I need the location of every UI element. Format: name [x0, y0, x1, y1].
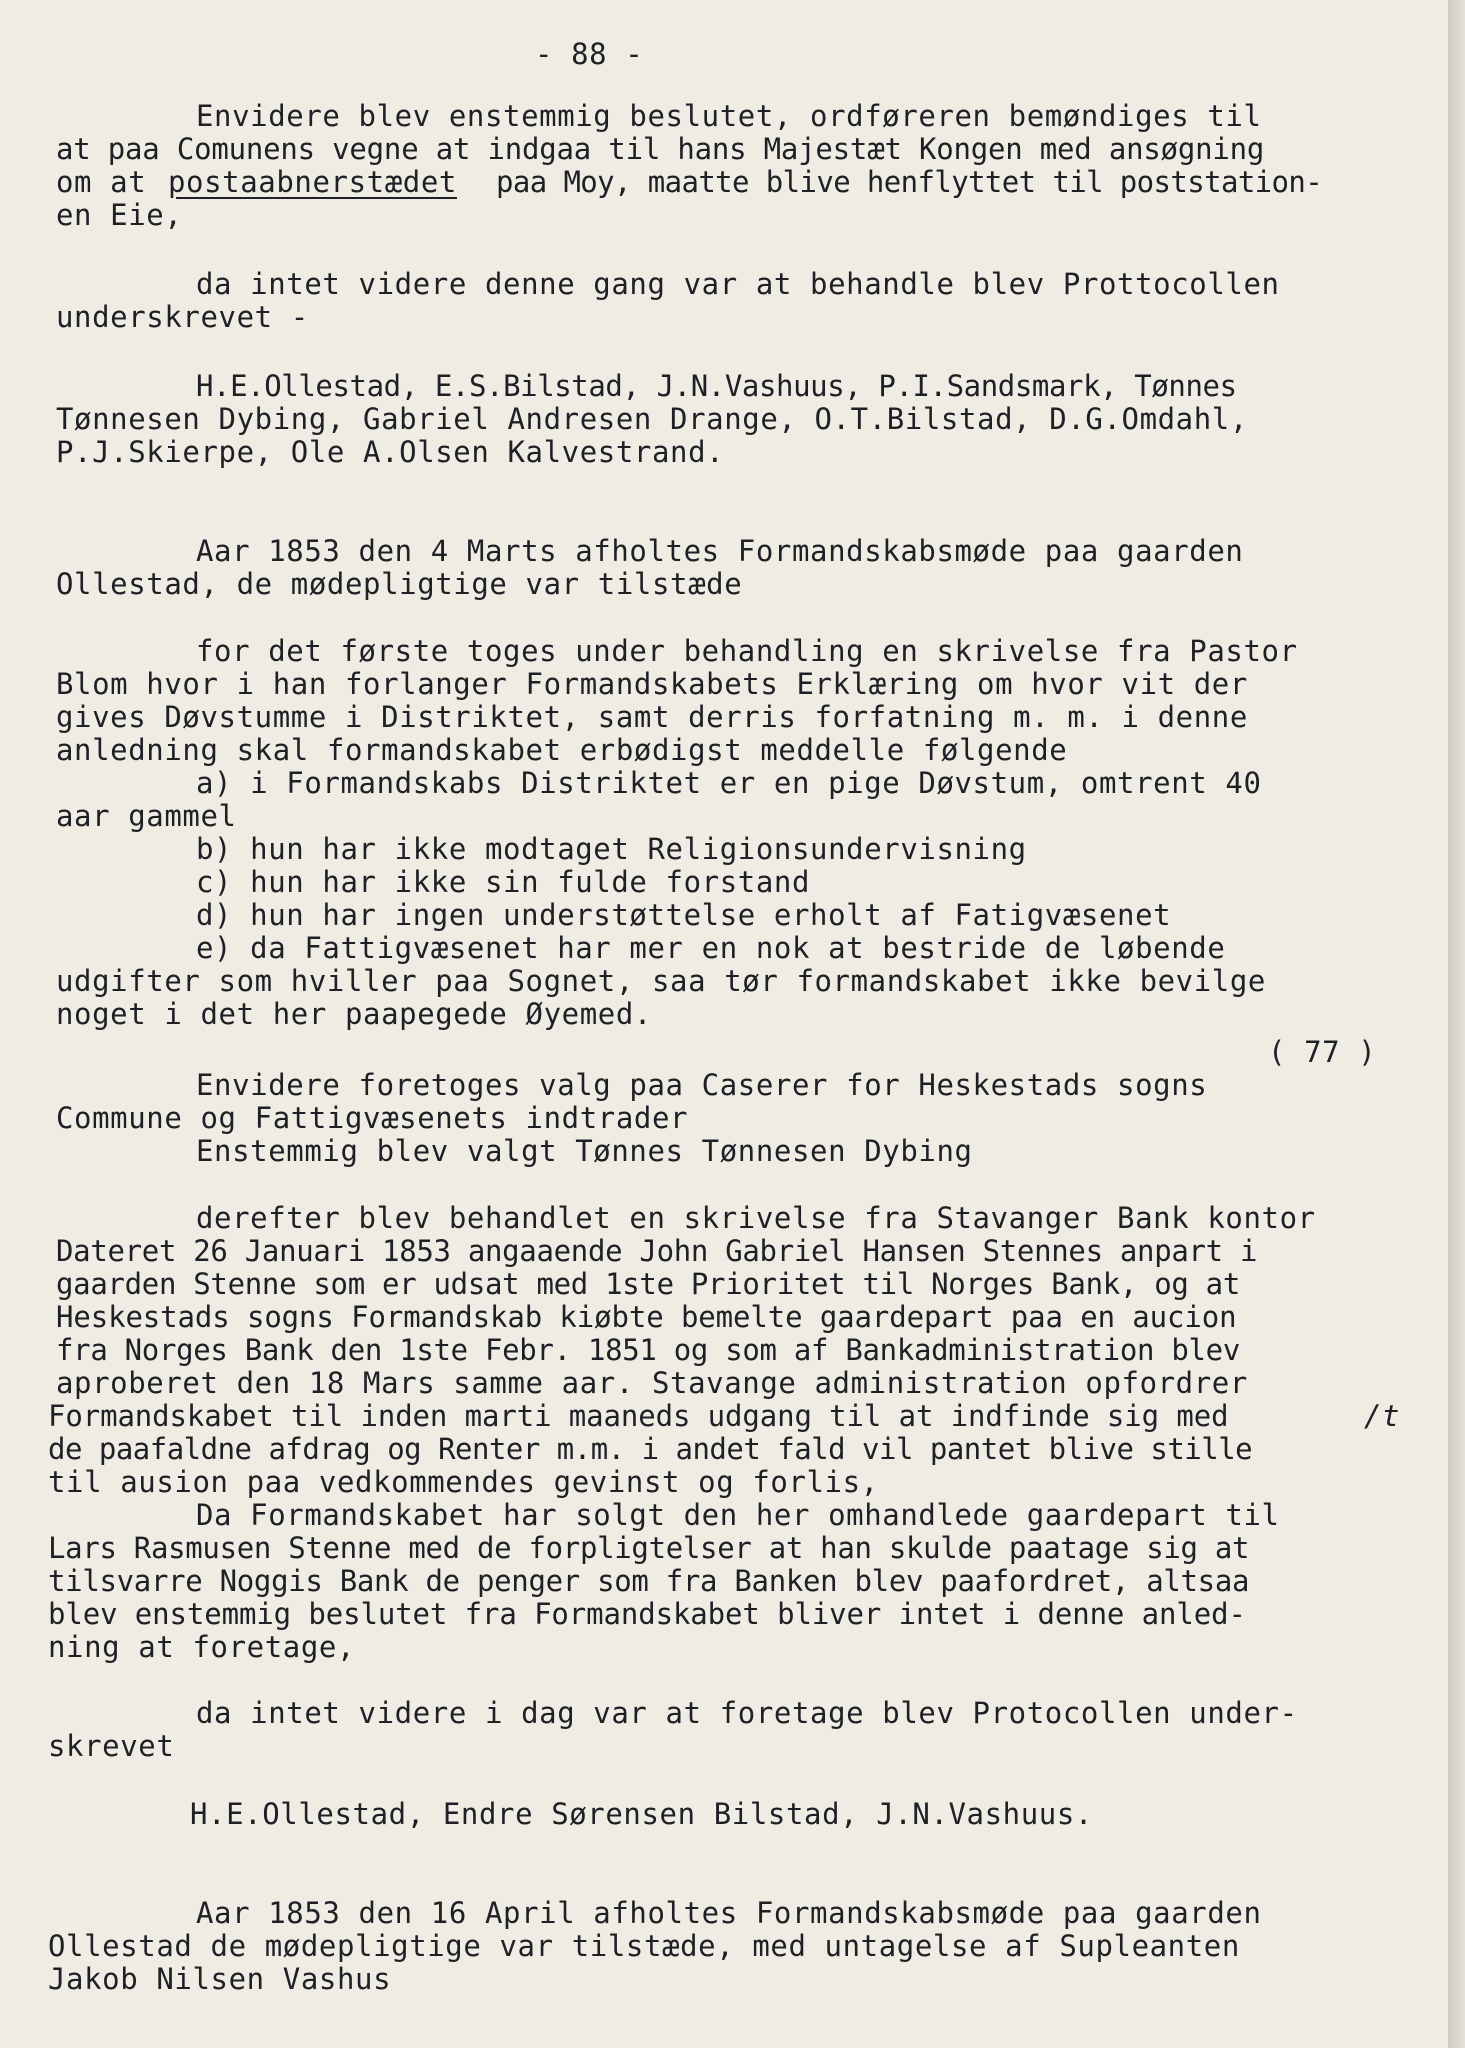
text-line: de paafaldne afdrag og Renter m.m. i andet fald vil pantet blive stille	[48, 1432, 1253, 1466]
list-item: d) hun har ingen understøttelse erholt af Fatigvæsenet	[196, 898, 1172, 932]
text-line: at paa Comunens vegne at indgaa til hans Majestæt Kongen med ansøgning	[56, 132, 1265, 166]
signatures-line: Tønnesen Dybing, Gabriel Andresen Drange, O.T.Bilstad, D.G.Omdahl,	[56, 402, 1248, 436]
text-line: da intet videre denne gang var at behandle blev Prottocollen	[196, 267, 1280, 301]
text-line: anledning skal formandskabet erbødigst meddelle følgende	[56, 733, 1068, 767]
list-item: c) hun har ikke sin fulde forstand	[196, 865, 811, 899]
page-number: - 88 -	[535, 37, 644, 71]
text-line: ning at foretage,	[48, 1630, 356, 1664]
text-line: Da Formandskabet har solgt den her omhandlede gaardepart til	[196, 1498, 1280, 1532]
text-line: Aar 1853 den 4 Marts afholtes Formandskabsmøde paa gaarden	[196, 534, 1244, 568]
text-line: gives Døvstumme i Distriktet, samt derris forfatning m. m. i denne	[56, 700, 1248, 734]
text-line: derefter blev behandlet en skrivelse fra Stavanger Bank kontor	[196, 1201, 1316, 1235]
text-line: skrevet	[48, 1729, 175, 1763]
text-line: Envidere blev enstemmig beslutet, ordføreren bemøndiges til	[196, 99, 1262, 133]
text-line: Aar 1853 den 16 April afholtes Formandskabsmøde paa gaarden	[196, 1896, 1262, 1930]
text-line: en Eie,	[56, 198, 183, 232]
text-line: underskrevet -	[56, 300, 309, 334]
text-line: da intet videre i dag var at foretage blev Protocollen under-	[196, 1696, 1298, 1730]
underlined-word: postaabnerstædet	[168, 165, 457, 199]
list-item: b) hun har ikke modtaget Religionsundervisning	[196, 832, 1027, 866]
text-line: til ausion paa vedkommendes gevinst og forlis,	[48, 1465, 879, 1499]
text-line: noget i det her paapegede Øyemed.	[56, 997, 652, 1031]
page-edge	[1448, 0, 1465, 2048]
text-line: Ollestad, de mødepligtige var tilstæde	[56, 567, 743, 601]
text-line: paa Moy, maatte blive henflyttet til poststation-	[496, 165, 1323, 199]
signatures-line: H.E.Ollestad, Endre Sørensen Bilstad, J.N.Vashuus.	[190, 1797, 1093, 1831]
text-line: tilsvarre Noggis Bank de penger som fra Banken blev paafordret, altsaa	[48, 1564, 1250, 1598]
text-line: blev enstemmig beslutet fra Formandskabet bliver intet i denne anled-	[48, 1597, 1246, 1631]
list-item: e) da Fattigvæsenet har mer en nok at bestride de løbende	[196, 931, 1226, 965]
margin-note: ( 77 )	[1268, 1035, 1377, 1069]
text-line: Envidere foretoges valg paa Caserer for Heskestads sogns	[196, 1068, 1208, 1102]
list-item: a) i Formandskabs Distriktet er en pige Døvstum, omtrent 40	[196, 766, 1262, 800]
text-line: fra Norges Bank den 1ste Febr. 1851 og som af Bankadministration blev	[56, 1333, 1241, 1367]
text-line: Ollestad de mødepligtige var tilstæde, med untagelse af Supleanten	[48, 1929, 1240, 1963]
text-line: om at	[56, 165, 147, 199]
text-line: udgifter som hviller paa Sognet, saa tør formandskabet ikke bevilge	[56, 964, 1266, 998]
handwritten-mark: /t	[1364, 1399, 1401, 1433]
text-line: Formandskabet til inden marti maaneds udgang til at indfinde sig med	[48, 1399, 1229, 1433]
signatures-line: H.E.Ollestad, E.S.Bilstad, J.N.Vashuus, P.I.Sandsmark, Tønnes	[196, 369, 1237, 403]
text-line: aproberet den 18 Mars samme aar. Stavange administration opfordrer	[56, 1366, 1248, 1400]
text-line: Jakob Nilsen Vashus	[48, 1962, 392, 1996]
text-line: Heskestads sogns Formandskab kiøbte bemelte gaardepart paa en aucion	[56, 1300, 1237, 1334]
text-line: for det første toges under behandling en skrivelse fra Pastor	[196, 634, 1298, 668]
text-line: Commune og Fattigvæsenets indtrader	[56, 1101, 689, 1135]
signatures-line: P.J.Skierpe, Ole A.Olsen Kalvestrand.	[56, 435, 725, 469]
text-line: Blom hvor i han forlanger Formandskabets Erklæring om hvor vit der	[56, 667, 1248, 701]
text-line: gaarden Stenne som er udsat med 1ste Prioritet til Norges Bank, og at	[56, 1267, 1241, 1301]
text-line: Lars Rasmusen Stenne med de forpligtelser at han skulde paatage sig at	[48, 1531, 1250, 1565]
text-line: Enstemmig blev valgt Tønnes Tønnesen Dybing	[196, 1134, 973, 1168]
text-line: aar gammel	[56, 799, 237, 833]
text-line: Dateret 26 Januari 1853 angaaende John Gabriel Hansen Stennes anpart i	[56, 1234, 1258, 1268]
